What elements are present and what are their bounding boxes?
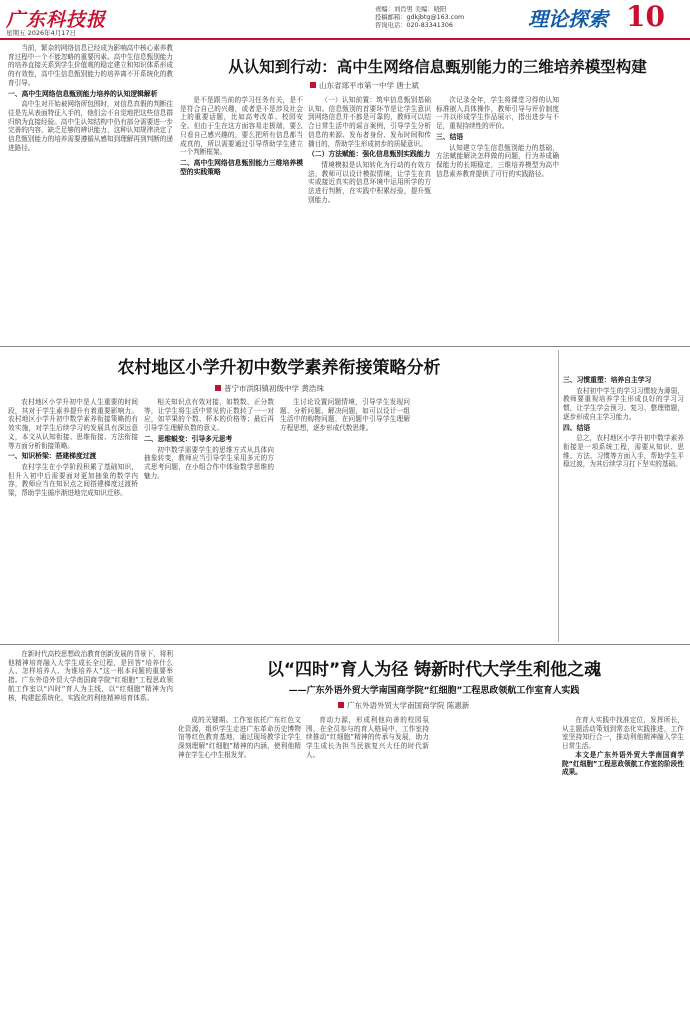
article3-col4 — [562, 716, 684, 1001]
article1-byline — [310, 80, 419, 91]
section-divider — [0, 644, 690, 645]
paragraph: 认知建立学生信息甄别能力的基础，方法赋能解决怎样做的问题，行为养成确保能力的长期稳定，三维培养模型为高中信息素养教育提供了可行的实践路径。 — [436, 143, 559, 178]
masthead — [0, 0, 690, 38]
section-heading: 三、习惯重塑：培养自主学习 — [563, 376, 652, 384]
paragraph: 农村学生在小学阶段积累了基础知识，但升入初中后需要面对更加抽象的数学内容，教师应当在知识点之间搭建梯度过渡桥梁，帮助学生循序渐进地完成知识迁移。 — [8, 462, 138, 498]
column-name: 理论探索 — [528, 7, 608, 31]
page-number: 10 — [626, 0, 665, 33]
article2-col2 — [144, 398, 274, 636]
editor-line: 咨询电话：020-83341306 — [375, 22, 453, 29]
article3-byline — [338, 700, 469, 711]
paragraph: 初中数学需要学生的思维方式从具体向抽象转变，教师应当引导学生采用多元的方式思考问题，在小组合作中体验数学思维的魅力。 — [144, 445, 274, 480]
funding-note: 本文是广东外语外贸大学南国商学院“红细胞”工程思政领航工作室的阶段性成果。 — [562, 750, 684, 777]
section-heading: （二）方法赋能：强化信息甄别实践能力 — [308, 150, 431, 159]
paragraph: 在新时代高校思想政治教育创新发展的背景下，将利他精神培育融入大学生成长全过程，是回答“培养什么人、怎样培养人、为谁培养人”这一根本问题的重要举措。广东外语外贸大学南国商学院“红细胞”工程思政领航工作室以“四时”育人为主线，以“红细胞”精神为内核，构建起系统化、实践化的利他精神培育体系。 — [8, 650, 173, 702]
article2-col1 — [8, 398, 138, 636]
byline-text: 山东省郯平市第一中学 唐士斌 — [319, 81, 419, 90]
paragraph: 农村初中学生的学习习惯较为薄弱，教师要重视培养学生形成良好的学习习惯，让学生学会预习、复习、整理错题，逐步形成自主学习能力。 — [563, 386, 684, 421]
paragraph: 成的关键期。工作室依托广东红色文化资源，组织学生走进广东革命历史博物馆等红色教育基地，通过现场教学让学生深刻理解“红细胞”精神的内涵，使利他精神在学生心中生根发芽。 — [178, 716, 301, 759]
article3-col1 — [8, 650, 173, 1000]
paragraph: 情境模拟是认知转化为行动的有效方法，教师可以设计模拟情境，让学生在真实或接近真实的信息环境中运用所学的方法进行判断，在实践中积累经验，提升甄别能力。 — [308, 160, 431, 204]
article1-title: 从认知到行动：高中生网络信息甄别能力的三维培养模型构建 — [228, 58, 647, 76]
paragraph: 总之，农村地区小学升初中数学素养衔接是一项系统工程，需要从知识、思维、方法、习惯等方面入手，帮助学生平稳过渡，为其后续学习打下坚实的基础。 — [563, 434, 684, 469]
editor-line: 责编：刘肖男 美编：晓阳 — [375, 6, 447, 13]
byline-text: 普宁市洪阳镇初级中学 黄浩珠 — [224, 384, 324, 393]
header-divider — [0, 38, 690, 40]
paragraph: 是不是跟当前的学习任务有关，是不是符合自己的兴趣，或者是不是涉及社会上的重要话题，比如高考改革、校园安全。但由于生在这方面容易走极端，要么只看自己感兴趣的，要么把所有信息都当成真的，所以需要通过引导帮助学生建立一个判断框架。 — [180, 96, 303, 157]
article3-title: 以“四时”育人为径 铸新时代大学生利他之魂 — [266, 660, 602, 680]
article3-col2 — [178, 716, 301, 1001]
paragraph: 在育人实践中找准定位，发挥所长，从主题活动策划到常态化实践推进，工作室坚持知行合一，推动利他精神融入学生日常生活。 — [562, 716, 684, 751]
section-divider — [0, 346, 690, 347]
article2-byline — [215, 383, 324, 394]
section-heading: 四、结语 — [563, 423, 591, 432]
paragraph: 当前，繁杂的网络信息已经成为影响高中核心素养教育过程中一个不能忽略的重要因素。高中生信息甄别能力的培养直接关系到学生价值观的稳定建立和知识体系形成的有效性，高中生信息甄别能力的培养离不开系统化的教育引导。 — [8, 44, 173, 87]
article1-col5 — [564, 96, 684, 336]
article1-col4 — [436, 96, 559, 336]
column-divider — [558, 350, 559, 642]
article2-col3b — [416, 398, 551, 636]
editor-info — [375, 6, 515, 30]
date-line: 星期五 2026年4月17日 — [6, 29, 77, 37]
paragraph: 相关知识点有效对接，如数数、正分数等，让学生将生活中常见的正数转了一一对应，如苹果的个数、杯本的价格等；最后再引导学生理解负数的意义。 — [144, 398, 274, 433]
article3-subtitle: ——广东外语外贸大学南国商学院“红细胞”工程思政领航工作室育人实践 — [288, 686, 580, 696]
article2-title: 农村地区小学升初中数学素养衔接策略分析 — [117, 358, 441, 378]
article2-col4 — [563, 374, 684, 638]
byline-text: 广东外语外贸大学南国商学院 陈惠新 — [347, 701, 470, 710]
section-heading: 二、高中生网络信息甄别能力三维培养模型的实践策略 — [180, 158, 303, 176]
newspaper-logo: 广东科技报 — [6, 9, 107, 31]
paragraph: 育动力源，形成利他向善的校园氛围，在全员参与的育人格局中，工作室持续推动“红细胞”精神的传承与发展，助力学生成长为担当民族复兴大任的时代新人。 — [306, 716, 429, 759]
paragraph: （一）认知前置：筑牢信息甄别基础认知。信息甄别的首要环节是让学生意识到网络信息并不都是可靠的，教师可以结合日常生活中的谣言案例，引导学生分析信息的来源、发布者身份、发布时间和传播目的，帮助学生形成初步的质疑意识。 — [308, 96, 431, 148]
paragraph: 次记录全年，学生将课堂习得的认知标准嵌入具体操作，教师引导与评价制度一并以形成学生作品展示，指出进步与不足，重视持续性的评价。 — [436, 96, 559, 131]
article1-col2 — [180, 96, 303, 336]
section-heading: 二、思维蜕变：引导多元思考 — [144, 434, 233, 443]
article3-col3 — [306, 716, 429, 1001]
paragraph: 高中生对开始被网络所包围时，对信息真假的判断往往是先从表面特征入手的，他们会不自觉地把这些信息群归纳为直接经验。高中生认知结构中仍有部分需要进一步完善的内容，缺乏足够的辨识能力，这种认知规律决定了信息甄别能力的培养需要遵循从感知到理解再到判断的递进路径。 — [8, 100, 173, 152]
article1-col1 — [8, 44, 173, 344]
article1-col3 — [308, 96, 431, 336]
section-heading: 一、知识桥梁：搭建梯度过渡 — [8, 452, 97, 461]
article2-col3 — [280, 398, 410, 636]
editor-line: 投稿邮箱：gdkjbtg@163.com — [375, 14, 465, 21]
section-heading: 三、结语 — [436, 132, 464, 141]
article3-col3b — [434, 716, 557, 1001]
paragraph: 农村地区小学升初中是人生重要的时间段，其对于学生素养提升有着重要影响力。农村地区小学升初中数学素养衔接策略的有效实施，对学生后续学习的发展具有深远意义，本文从认知衔接、思维衔接、方法衔接等方面分析衔接策略。 — [8, 398, 138, 450]
paragraph: 生讨论设置问题情境，引导学生发现问题、分析问题、解决问题，如可以设计一组生活中的购物问题，在问题中引导学生理解方程思想，逐步形成代数思维。 — [280, 398, 410, 433]
section-heading: 一、高中生网络信息甄别能力培养的认知逻辑解析 — [8, 89, 158, 98]
